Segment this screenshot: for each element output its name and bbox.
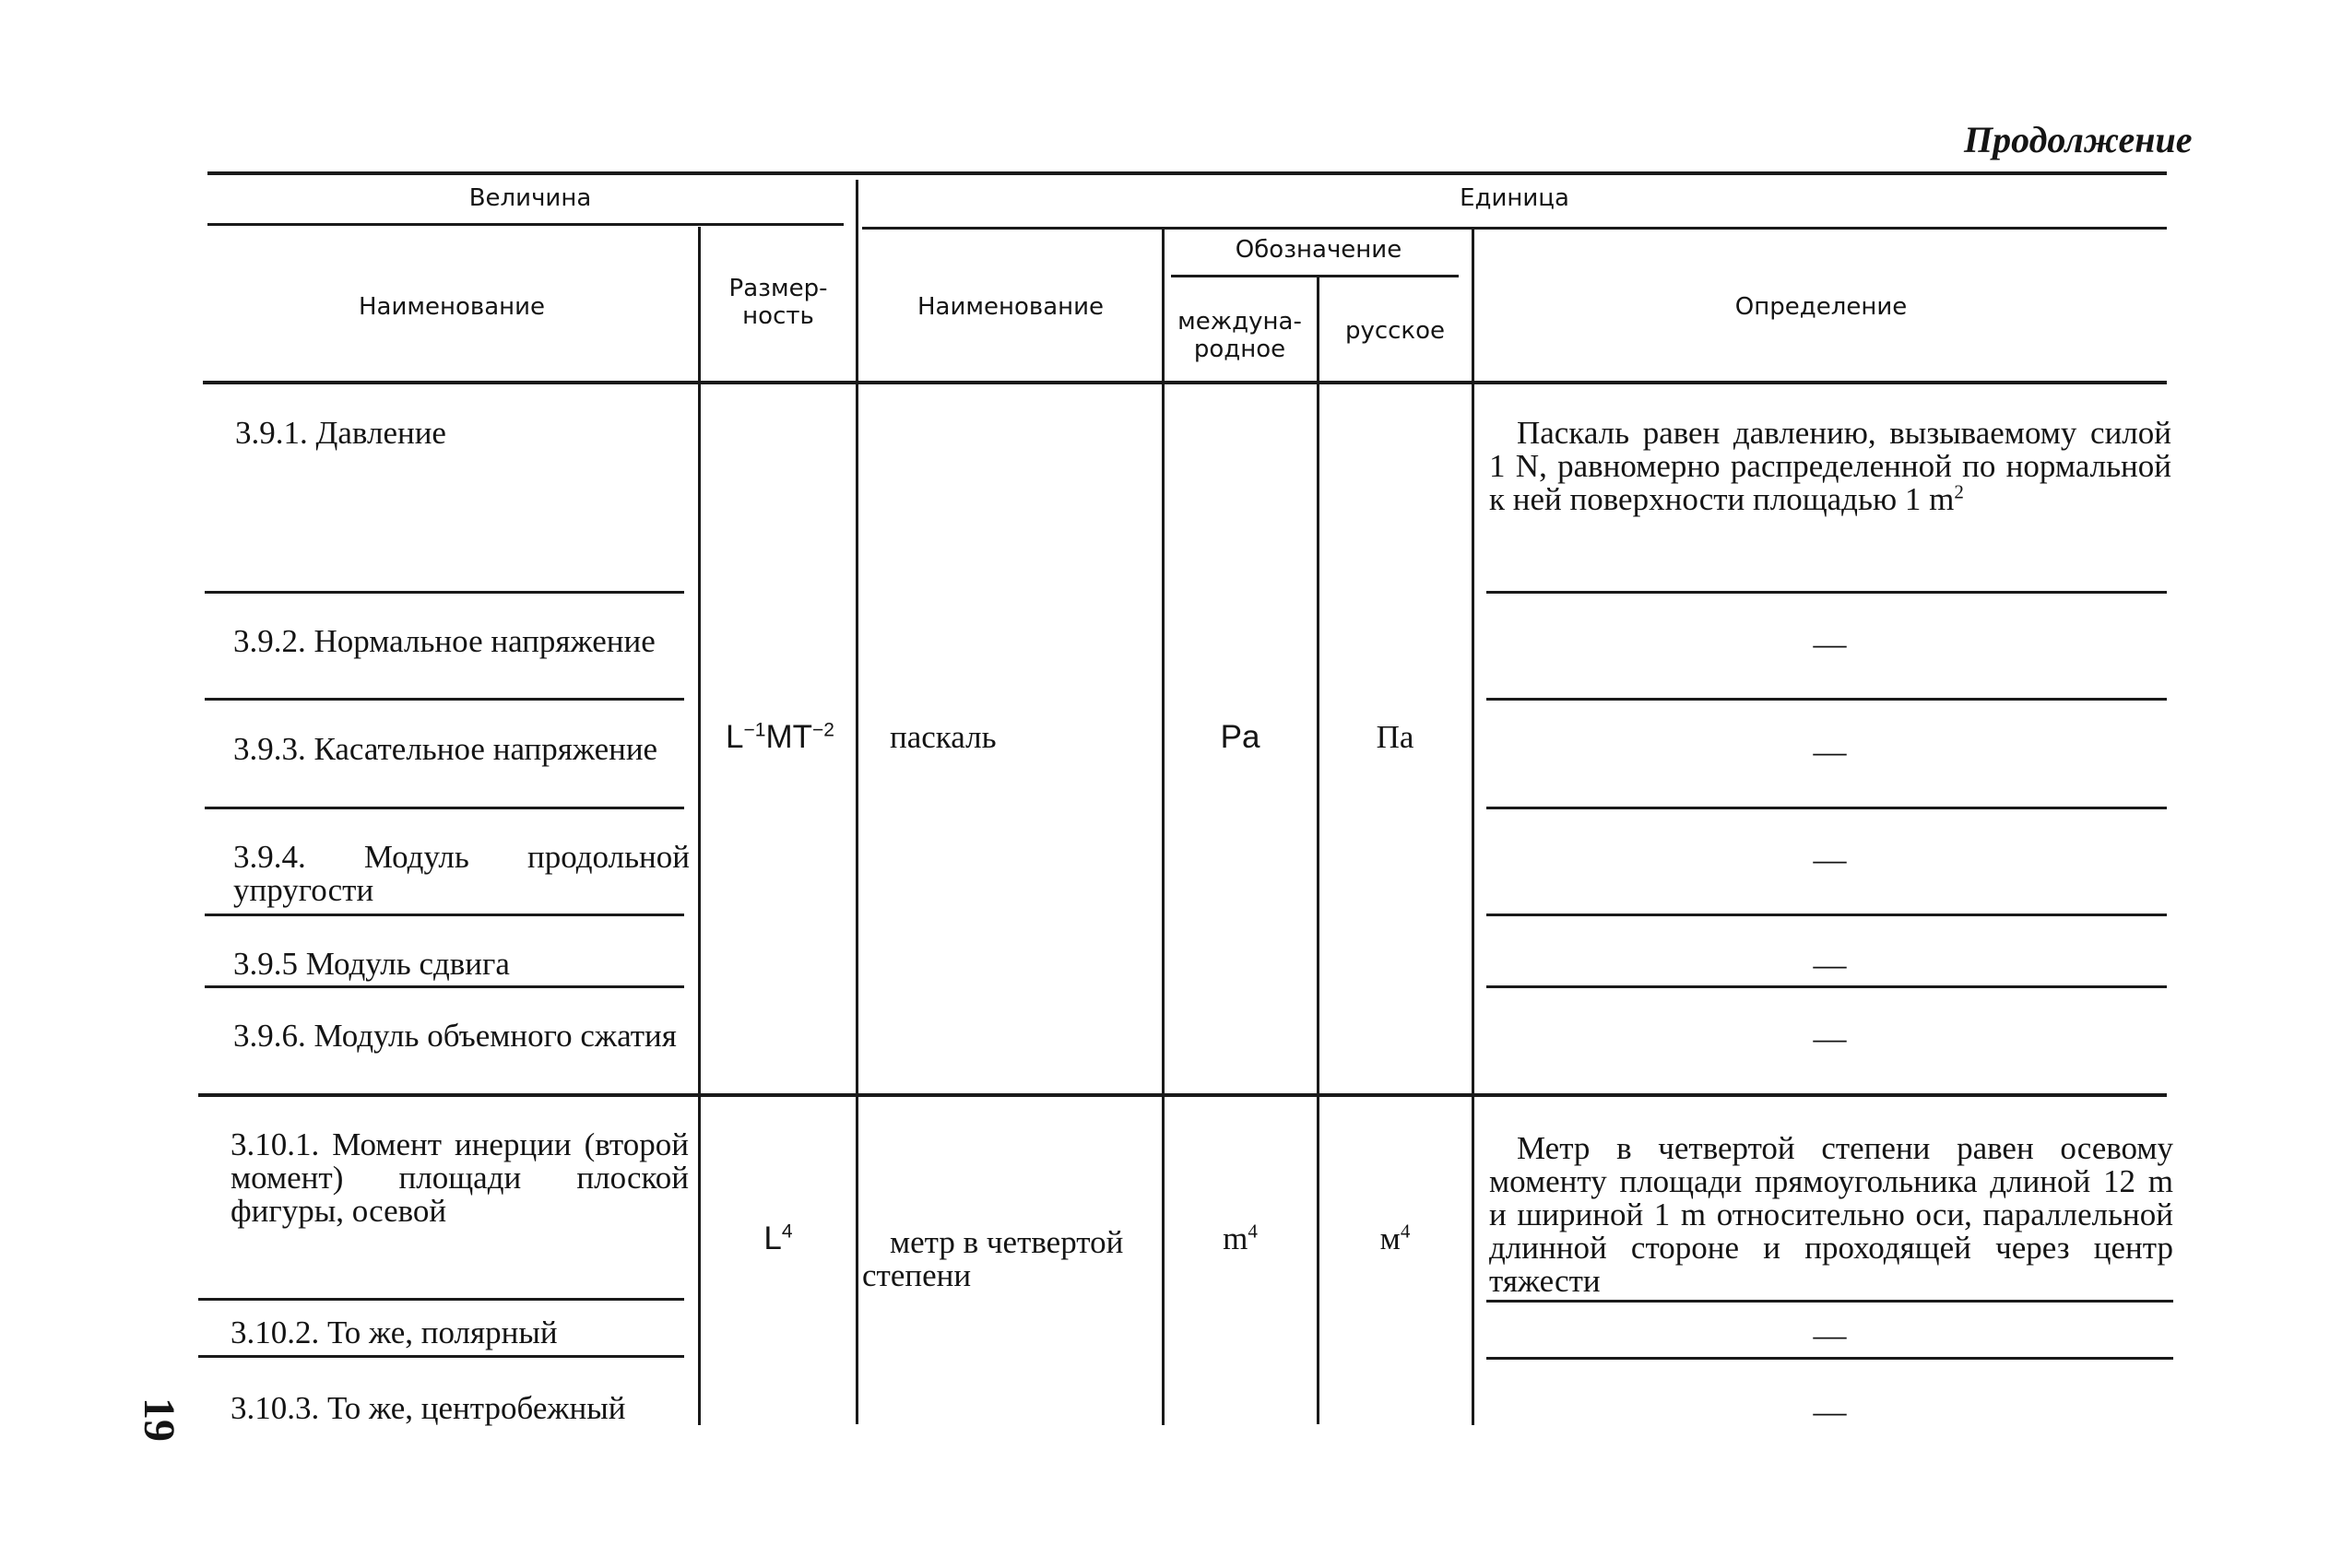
row-sep-name (205, 807, 684, 809)
row-3-10-2-name: 3.10.2. То же, полярный (231, 1315, 558, 1350)
header-unit-name: Наименование (917, 293, 1105, 321)
header-bottom-rule (203, 381, 2167, 384)
row-sep-name (198, 1298, 684, 1301)
row-3-9-6-definition: — (1813, 1020, 1847, 1056)
header-intl-line2: родное (1193, 336, 1286, 363)
header-definition: Определение (1734, 293, 1908, 321)
row-3-9-6-name: 3.9.6. Модуль объемного сжатия (233, 1018, 677, 1054)
row-3-9-2-name: 3.9.2. Нормальное напряжение (233, 623, 656, 659)
row-sep-def (1486, 807, 2167, 809)
table-top-rule (207, 171, 2167, 175)
row-3-9-3-name: 3.9.3. Касательное напряжение (233, 731, 658, 767)
row-sep-name (205, 698, 684, 701)
row-3-10-1-name: 3.10.1. Момент инерции (второй момент) площади плоской фигуры, осевой (231, 1126, 689, 1229)
group2-dimension: $L^4$ (763, 1220, 793, 1256)
header-designation: Обозначение (1235, 236, 1402, 264)
row-3-9-4-definition: — (1813, 841, 1847, 878)
row-sep-def (1486, 985, 2167, 988)
row-3-9-1-name: 3.9.1. Давление (235, 415, 446, 451)
vline-quantity-unit (856, 180, 858, 1424)
row-sep-def (1486, 591, 2167, 594)
row-sep-name (198, 1355, 684, 1358)
header-intl-line1: междуна- (1177, 308, 1302, 336)
header-dimension-line2: ность (742, 302, 814, 330)
rule-under-quantity (207, 223, 844, 226)
group2-unit-name: метр в четвертой степени (862, 1224, 1124, 1293)
row-3-10-2-definition: — (1813, 1316, 1847, 1353)
page-number: 19 (135, 1397, 183, 1442)
group1-rus-symbol: Па (1376, 719, 1414, 755)
vline-name-dim (698, 227, 701, 1425)
header-international (1164, 308, 1316, 363)
row-3-10-1-definition: Метр в четвертой степени равен осевому моменту площади прямоугольника длиной 12 m и шириной 1 m относительно оси, параллельной длинной стороне и проходящей через центр тяжести (1489, 1130, 2173, 1299)
row-3-9-1-definition (1489, 417, 2171, 516)
row-3-10-3-definition: — (1813, 1393, 1847, 1430)
definition-pascal-text: Паскаль равен давлению, вызываемому силой 1 N, равномерно распределенной по нормальной к ней поверхности площадью 1 $m^2$ (1489, 415, 2171, 517)
header-quantity-name: Наименование (358, 293, 546, 321)
row-sep-def (1486, 1300, 2173, 1303)
group2-rus-symbol: $м^4$ (1379, 1220, 1411, 1256)
group2-intl-symbol: $m^4$ (1223, 1220, 1258, 1256)
header-dimension (703, 275, 854, 330)
row-3-9-5-definition: — (1813, 946, 1847, 983)
row-sep-name (205, 914, 684, 916)
rule-under-unit (862, 227, 2167, 230)
header-dimension-line1: Размер- (728, 275, 828, 302)
row-sep-name (205, 591, 684, 594)
group-separator (198, 1093, 2167, 1097)
row-3-9-3-definition: — (1813, 733, 1847, 770)
row-sep-def (1486, 914, 2167, 916)
rule-under-designation (1171, 275, 1459, 277)
row-3-9-2-definition: — (1813, 625, 1847, 662)
row-3-9-5-name: 3.9.5 Модуль сдвига (233, 946, 510, 982)
vline-rus-def (1472, 227, 1474, 1425)
continuation-label: Продолжение (1964, 119, 2193, 160)
row-3-10-3-name: 3.10.3. То же, центробежный (231, 1390, 626, 1426)
group1-unit-name: паскаль (890, 719, 997, 755)
row-3-9-4-name: 3.9.4. Модуль продольной упругости (233, 839, 690, 908)
group1-dimension: $L^{-1}MT^{-2}$ (726, 719, 834, 755)
header-unit: Единица (1460, 184, 1569, 212)
header-russian: русское (1344, 317, 1446, 345)
group1-intl-symbol: Pa (1220, 719, 1260, 755)
row-sep-def (1486, 1357, 2173, 1360)
row-sep-name (205, 985, 684, 988)
row-sep-def (1486, 698, 2167, 701)
header-quantity: Величина (468, 184, 592, 212)
